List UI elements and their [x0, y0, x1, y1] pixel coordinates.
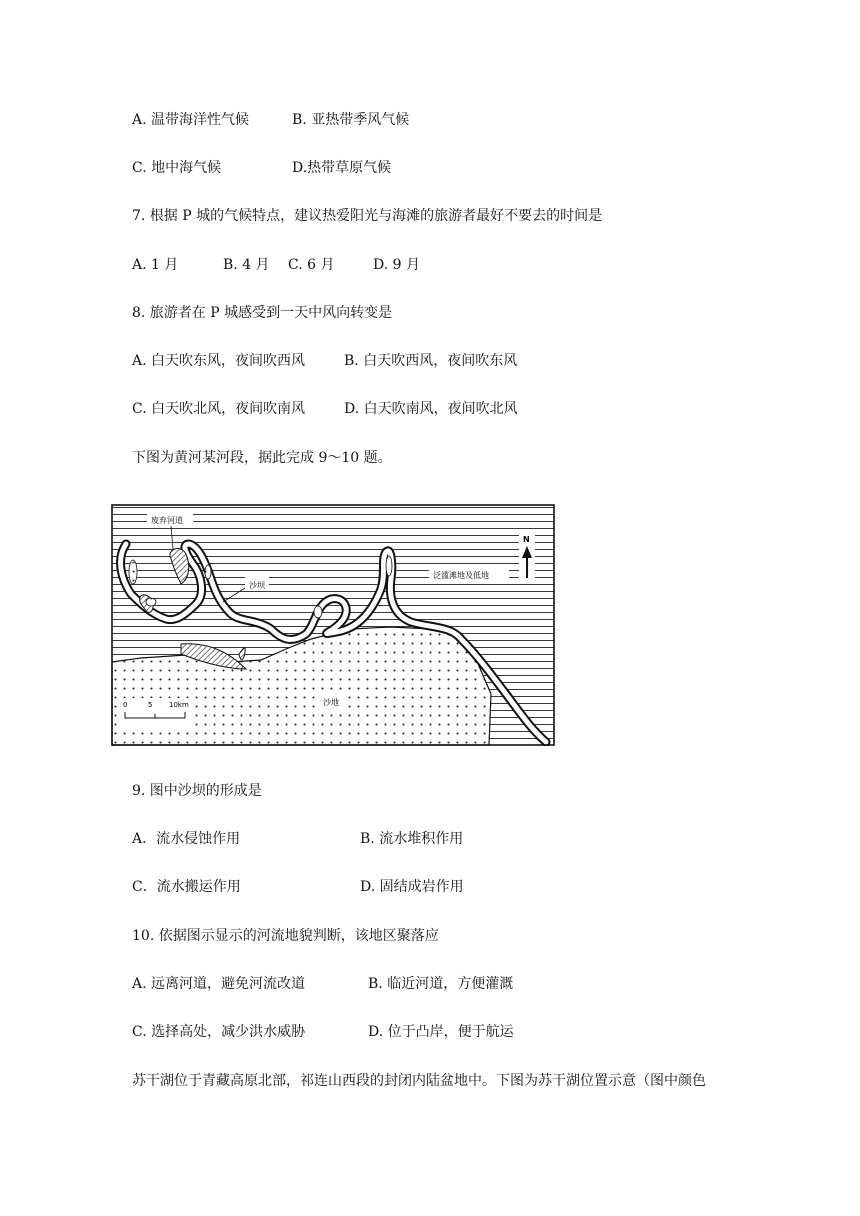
river-map-figure [111, 504, 555, 746]
scale-label-5: 5 [148, 701, 153, 709]
q8-option-d: D. 白天吹南风，夜间吹北风 [344, 401, 518, 417]
q8-option-a: A. 白天吹东风，夜间吹西风 [132, 353, 306, 369]
q9-option-b: B. 流水堆积作用 [360, 831, 464, 847]
q8-option-b: B. 白天吹西风，夜间吹东风 [344, 353, 518, 369]
q10-option-c: C. 选择高处，减少洪水威胁 [132, 1024, 306, 1040]
q7-option-d: D. 9 月 [373, 257, 420, 273]
q7-option-a: A. 1 月 [132, 257, 179, 273]
sandbar-5 [146, 598, 156, 606]
q7-option-c: C. 6 月 [288, 257, 335, 273]
sandbar-1 [129, 560, 137, 584]
q9-stem: 9. 图中沙坝的形成是 [132, 783, 262, 799]
label-floodplain: 泛滥滩地及低地 [433, 571, 489, 580]
q10-option-d: D. 位于凸岸，便于航运 [368, 1024, 514, 1040]
q7-stem: 7. 根据 P 城的气候特点，建议热爱阳光与海滩的旅游者最好不要去的时间是 [132, 208, 603, 224]
q6-option-b: B. 亚热带季风气候 [292, 112, 410, 128]
q8-stem: 8. 旅游者在 P 城感受到一天中风向转变是 [132, 305, 393, 321]
river-map-svg [111, 504, 555, 746]
label-sand: 沙地 [323, 698, 339, 707]
label-abandoned-channel: 废弃河道 [151, 516, 183, 525]
q8-option-c: C. 白天吹北风，夜间吹南风 [132, 401, 306, 417]
q9-option-c: C．流水搬运作用 [132, 879, 241, 895]
q6-option-a: A. 温带海洋性气候 [132, 112, 250, 128]
q9-option-a: A．流水侵蚀作用 [132, 831, 241, 847]
scale-label-10: 10km [169, 701, 189, 709]
label-sandbar: 沙坝 [249, 581, 265, 590]
sandbar-4 [314, 606, 322, 618]
q6-option-d: D.热带草原气候 [292, 160, 392, 176]
intro-9-10: 下图为黄河某河段，据此完成 9～10 题。 [132, 450, 392, 466]
q10-option-b: B. 临近河道，方便灌溉 [368, 976, 514, 992]
q6-option-c: C. 地中海气候 [132, 160, 222, 176]
q7-option-b: B. 4 月 [223, 257, 270, 273]
q10-option-a: A. 远离河道，避免河流改道 [132, 976, 306, 992]
scale-label-0: 0 [123, 701, 128, 709]
sandbar-3 [386, 556, 392, 576]
q9-option-d: D. 固结成岩作用 [360, 879, 464, 895]
intro-next-question: 苏干湖位于青藏高原北部，祁连山西段的封闭内陆盆地中。下图为苏干湖位置示意（图中颜色 [132, 1073, 706, 1089]
q10-stem: 10. 依据图示显示的河流地貌判断，该地区聚落应 [132, 928, 439, 944]
sandbar-2 [205, 565, 211, 579]
north-label: N [523, 535, 530, 544]
